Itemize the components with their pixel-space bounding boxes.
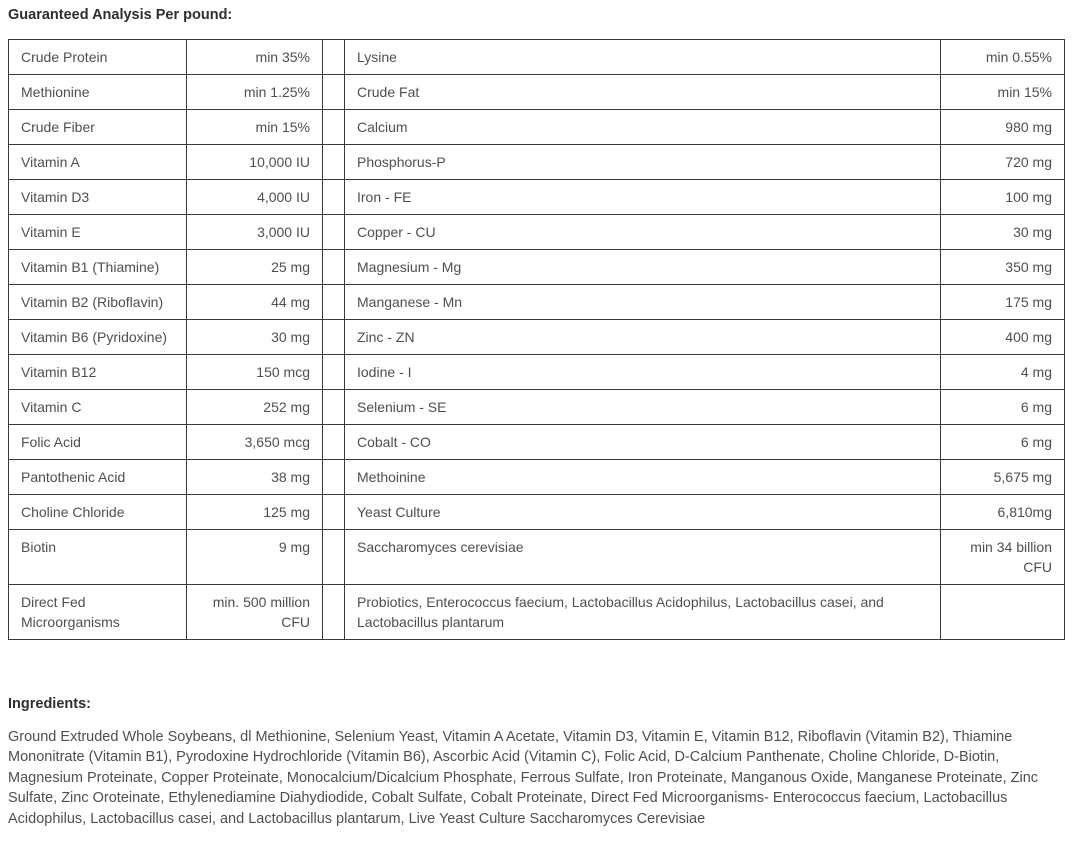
nutrient-value-left: 150 mcg [187,355,323,390]
analysis-table-row [9,390,1065,425]
analysis-table-row [9,285,1065,320]
analysis-table-body [9,40,1065,640]
nutrient-name-left: Vitamin E [9,215,187,250]
nutrient-name-right: Crude Fat [345,75,941,110]
spacer-cell [323,530,345,585]
guaranteed-analysis-title: Guaranteed Analysis Per pound: [8,7,233,23]
nutrient-name-right: Lysine [345,40,941,75]
nutrient-value-left: min. 500 million CFU [187,585,323,640]
nutrient-name-left: Direct Fed Microorganisms [9,585,187,640]
nutrient-value-right: min 15% [941,75,1065,110]
nutrient-value-right: 4 mg [941,355,1065,390]
nutrient-name-left: Choline Chloride [9,495,187,530]
nutrient-value-right: 5,675 mg [941,460,1065,495]
nutrient-name-right: Manganese - Mn [345,285,941,320]
spacer-cell [323,250,345,285]
analysis-table-row [9,585,1065,640]
analysis-table-row [9,250,1065,285]
spacer-cell [323,75,345,110]
analysis-table-row [9,355,1065,390]
nutrient-value-right: 30 mg [941,215,1065,250]
nutrient-value-right: 100 mg [941,180,1065,215]
nutrient-name-right: Magnesium - Mg [345,250,941,285]
analysis-table-row [9,40,1065,75]
analysis-table-row [9,110,1065,145]
nutrient-value-right: 980 mg [941,110,1065,145]
analysis-table-row [9,145,1065,180]
nutrient-value-left: 44 mg [187,285,323,320]
nutrient-value-left: min 1.25% [187,75,323,110]
nutrient-value-right: min 0.55% [941,40,1065,75]
spacer-cell [323,585,345,640]
nutrient-name-left: Vitamin B12 [9,355,187,390]
analysis-table-row [9,530,1065,585]
nutrient-name-left: Crude Fiber [9,110,187,145]
nutrient-value-left: 25 mg [187,250,323,285]
spacer-cell [323,110,345,145]
nutrient-value-right: 175 mg [941,285,1065,320]
nutrient-value-left: 252 mg [187,390,323,425]
spacer-cell [323,40,345,75]
nutrient-name-left: Biotin [9,530,187,585]
spacer-cell [323,215,345,250]
guaranteed-analysis-table [8,39,1065,640]
nutrient-value-right: 6,810mg [941,495,1065,530]
nutrient-name-right: Phosphorus-P [345,145,941,180]
analysis-table-row [9,320,1065,355]
nutrient-value-right [941,585,1065,640]
nutrient-name-right: Iodine - I [345,355,941,390]
spacer-cell [323,390,345,425]
nutrient-value-right: 350 mg [941,250,1065,285]
nutrient-name-left: Folic Acid [9,425,187,460]
nutrient-name-right: Probiotics, Enterococcus faecium, Lactobacillus Acidophilus, Lactobacillus casei, and Lactobacillus plantarum [345,585,941,640]
nutrient-name-right: Saccharomyces cerevisiae [345,530,941,585]
nutrient-value-left: 30 mg [187,320,323,355]
nutrient-value-left: 4,000 IU [187,180,323,215]
nutrient-name-left: Vitamin A [9,145,187,180]
nutrient-name-right: Copper - CU [345,215,941,250]
spacer-cell [323,460,345,495]
nutrient-value-left: min 35% [187,40,323,75]
nutrient-name-right: Zinc - ZN [345,320,941,355]
nutrient-name-left: Crude Protein [9,40,187,75]
analysis-table-row [9,215,1065,250]
nutrient-name-right: Calcium [345,110,941,145]
ingredients-text: Ground Extruded Whole Soybeans, dl Methionine, Selenium Yeast, Vitamin A Acetate, Vitamin D3, Vitamin E, Vitamin B12, Riboflavin (Vitamin B2), Thiamine Mononitrate (Vitamin B1), Pyrodoxine Hydrochloride (Vitamin B6), Ascorbic Acid (Vitamin C), Folic Acid, D-Calcium Panthenate, Choline Chloride, D-Biotin, Magnesium Proteinate, Copper Proteinate, Monocalcium/Dicalcium Phosphate, Ferrous Sulfate, Iron Proteinate, Manganous Oxide, Manganese Proteinate, Zinc Sulfate, Zinc Oroteinate, Ethylenediamine Diahydiodide, Cobalt Sulfate, Cobalt Proteinate, Direct Fed Microorganisms- Enterococcus faecium, Lactobacillus Acidophilus, Lactobacillus casei, and Lactobacillus plantarum, Live Yeast Culture Saccharomyces Cerevisiae [8,729,1039,827]
spacer-cell [323,285,345,320]
nutrient-name-right: Yeast Culture [345,495,941,530]
nutrient-value-left: 3,650 mcg [187,425,323,460]
nutrient-value-right: 6 mg [941,425,1065,460]
nutrient-value-right: 400 mg [941,320,1065,355]
nutrient-value-right: 6 mg [941,390,1065,425]
analysis-table-row [9,75,1065,110]
nutrient-name-right: Methoinine [345,460,941,495]
nutrient-name-left: Vitamin B1 (Thiamine) [9,250,187,285]
nutrient-value-left: 125 mg [187,495,323,530]
nutrient-value-right: min 34 billion CFU [941,530,1065,585]
analysis-table-row [9,180,1065,215]
spacer-cell [323,495,345,530]
nutrient-name-left: Vitamin D3 [9,180,187,215]
analysis-table-row [9,460,1065,495]
analysis-table-row [9,425,1065,460]
spacer-cell [323,180,345,215]
nutrient-name-left: Vitamin B2 (Riboflavin) [9,285,187,320]
nutrient-value-right: 720 mg [941,145,1065,180]
nutrient-value-left: min 15% [187,110,323,145]
nutrient-name-right: Iron - FE [345,180,941,215]
analysis-table-row [9,495,1065,530]
nutrient-value-left: 3,000 IU [187,215,323,250]
nutrient-value-left: 10,000 IU [187,145,323,180]
nutrient-value-left: 9 mg [187,530,323,585]
spacer-cell [323,145,345,180]
spacer-cell [323,355,345,390]
nutrient-value-left: 38 mg [187,460,323,495]
nutrient-name-left: Methionine [9,75,187,110]
spacer-cell [323,320,345,355]
nutrient-name-right: Cobalt - CO [345,425,941,460]
spacer-cell [323,425,345,460]
nutrient-name-left: Vitamin B6 (Pyridoxine) [9,320,187,355]
ingredients-title: Ingredients: [8,696,91,712]
nutrient-name-left: Pantothenic Acid [9,460,187,495]
nutrient-name-right: Selenium - SE [345,390,941,425]
nutrient-name-left: Vitamin C [9,390,187,425]
